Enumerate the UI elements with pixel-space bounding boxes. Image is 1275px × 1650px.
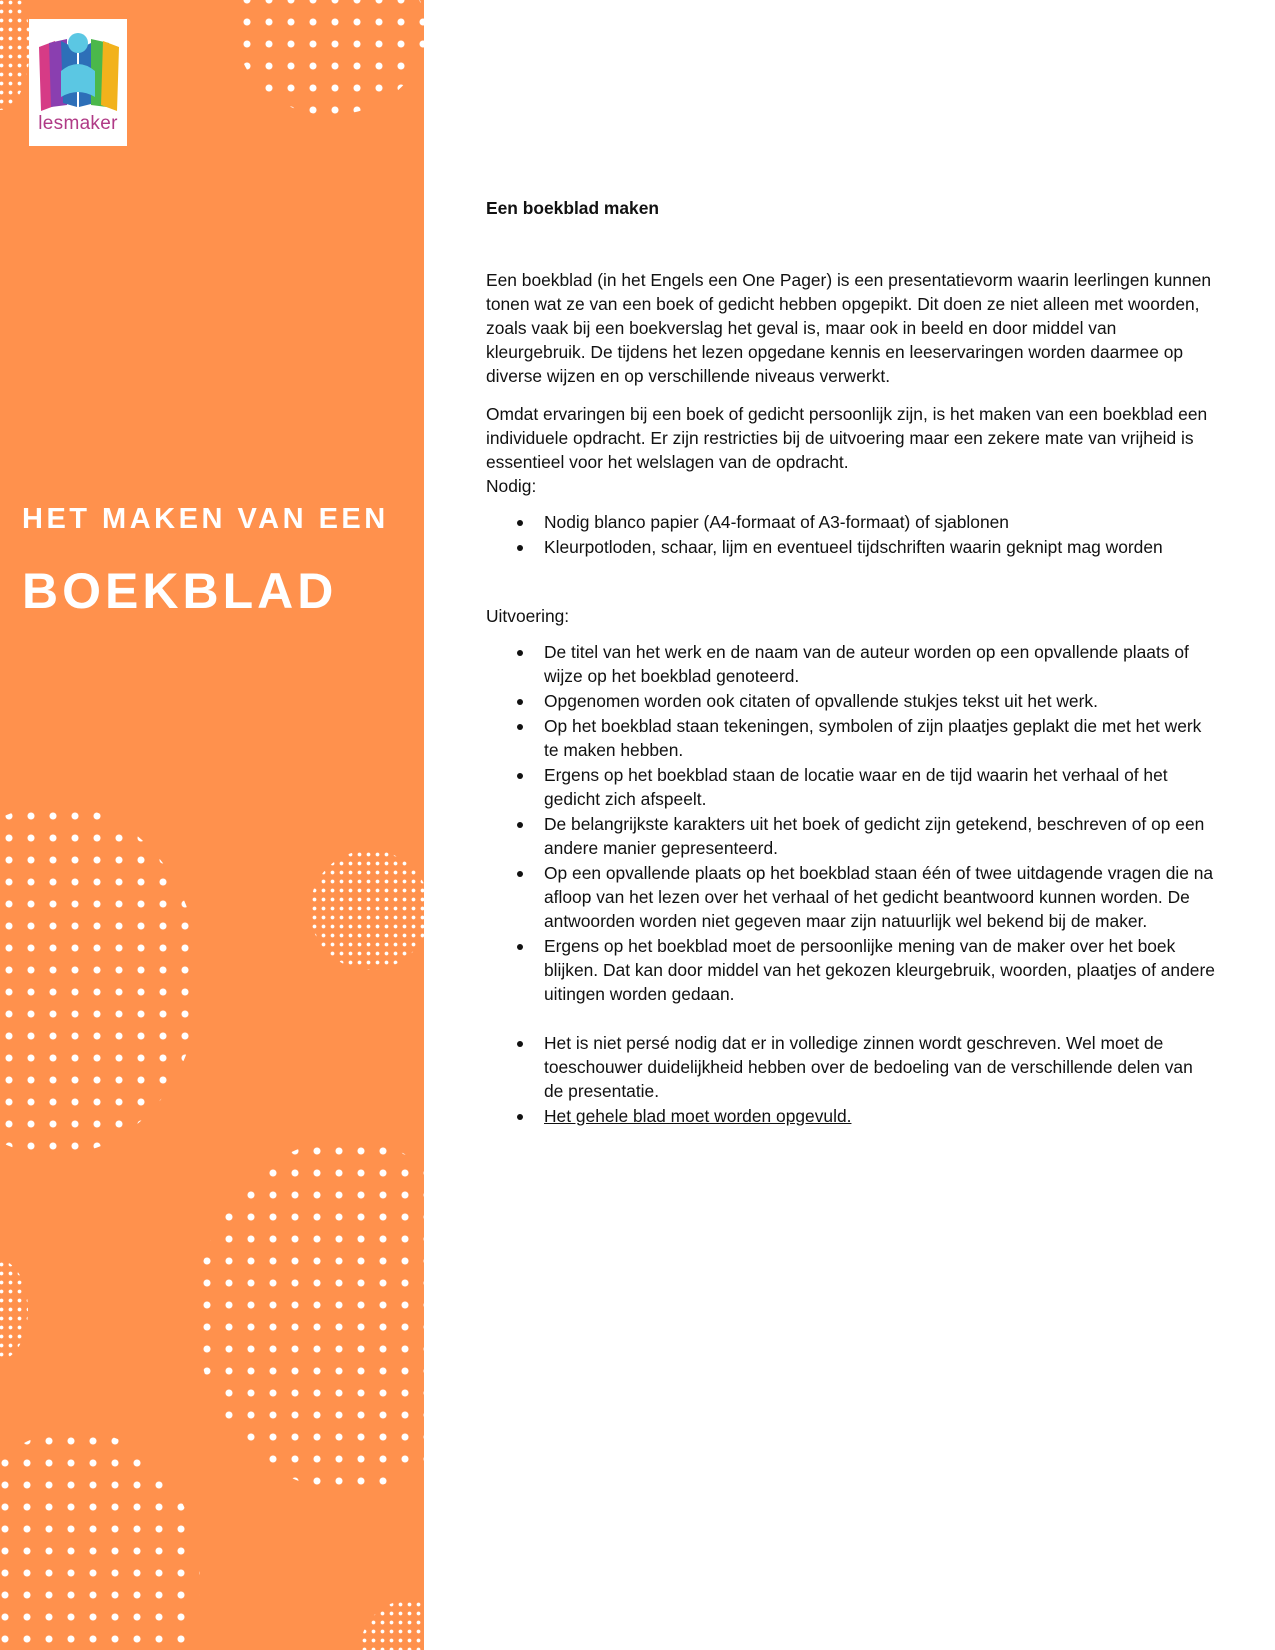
dot-pattern bbox=[360, 1600, 424, 1650]
dot-pattern bbox=[0, 1430, 200, 1650]
list-item: Ergens op het boekblad staan de locatie waar en de tijd waarin het verhaal of het gedicht zich afspeelt. bbox=[544, 763, 1216, 811]
list-item: De belangrijkste karakters uit het boek of gedicht zijn getekend, beschreven of op een andere manier gepresenteerd. bbox=[544, 812, 1216, 860]
list-item: Ergens op het boekblad moet de persoonlijke mening van de maker over het boek blijken. Dat kan door middel van het gekozen kleurgebruik, woorden, plaatjes of andere uitingen worden gedaan. bbox=[544, 936, 1215, 1004]
nodig-list bbox=[486, 510, 1216, 559]
section-heading-nodig: Nodig: bbox=[486, 476, 537, 496]
open-book-logo-icon bbox=[35, 27, 121, 115]
sidebar-subtitle: HET MAKEN VAN EEN bbox=[22, 503, 389, 535]
sidebar-title: BOEKBLAD bbox=[22, 563, 338, 619]
list-item: Opgenomen worden ook citaten of opvallende stukjes tekst uit het werk. bbox=[544, 689, 1216, 713]
lesmaker-logo bbox=[29, 19, 127, 146]
intro-paragraph: Een boekblad (in het Engels een One Pager) is een presentatievorm waarin leerlingen kunnen tonen wat ze van een boek of gedicht hebben opgepikt. Dit doen ze niet alleen met woorden, zoals vaak bij een boekverslag het geval is, maar ook in beeld en door middel van kleurgebruik. De tijdens het lezen opgedane kennis en leeservaringen worden daarmee op diverse wijzen en op verschillende niveaus verwerkt. bbox=[486, 270, 1212, 386]
list-item: De titel van het werk en de naam van de auteur worden op een opvallende plaats of wijze op het boekblad genoteerd. bbox=[544, 640, 1216, 688]
logo-text: lesmaker bbox=[38, 113, 118, 134]
dot-pattern bbox=[196, 1140, 424, 1490]
list-item: Kleurpotloden, schaar, lijm en eventueel tijdschriften waarin geknipt mag worden bbox=[544, 535, 1216, 559]
underlined-text: Het gehele blad moet worden opgevuld. bbox=[544, 1106, 852, 1126]
document-heading: Een boekblad maken bbox=[486, 198, 659, 218]
list-item: Het is niet persé nodig dat er in volledige zinnen wordt geschreven. Wel moet de toeschouwer duidelijkheid hebben over de bedoeling van de verschillende delen van de presentatie. bbox=[544, 1031, 1216, 1103]
intro-paragraph: Omdat ervaringen bij een boek of gedicht persoonlijk zijn, is het maken van een boekblad een individuele opdracht. Er zijn restricties bij de uitvoering maar een zekere mate van vrijheid is essentieel voor het welslagen van de opdracht. bbox=[486, 404, 1208, 472]
document-body bbox=[486, 190, 1216, 1129]
list-item bbox=[544, 1104, 1216, 1128]
dot-pattern bbox=[310, 850, 424, 970]
dot-pattern bbox=[0, 0, 30, 110]
dot-pattern bbox=[236, 0, 424, 115]
dot-pattern bbox=[0, 805, 200, 1155]
uitvoering-list bbox=[486, 640, 1216, 1128]
dot-pattern bbox=[0, 1260, 28, 1360]
list-item: Nodig blanco papier (A4-formaat of A3-formaat) of sjablonen bbox=[544, 510, 1216, 534]
section-heading-uitvoering: Uitvoering: bbox=[486, 606, 570, 626]
list-item: Op een opvallende plaats op het boekblad staan één of twee uitdagende vragen die na afloop van het lezen over het verhaal of het gedicht beantwoord kunnen worden. De antwoorden worden niet gegeven maar zijn natuurlijk wel bekend bij de maker. bbox=[544, 861, 1216, 933]
sidebar-panel bbox=[0, 0, 424, 1650]
list-item: Op het boekblad staan tekeningen, symbolen of zijn plaatjes geplakt die met het werk te maken hebben. bbox=[544, 714, 1216, 762]
